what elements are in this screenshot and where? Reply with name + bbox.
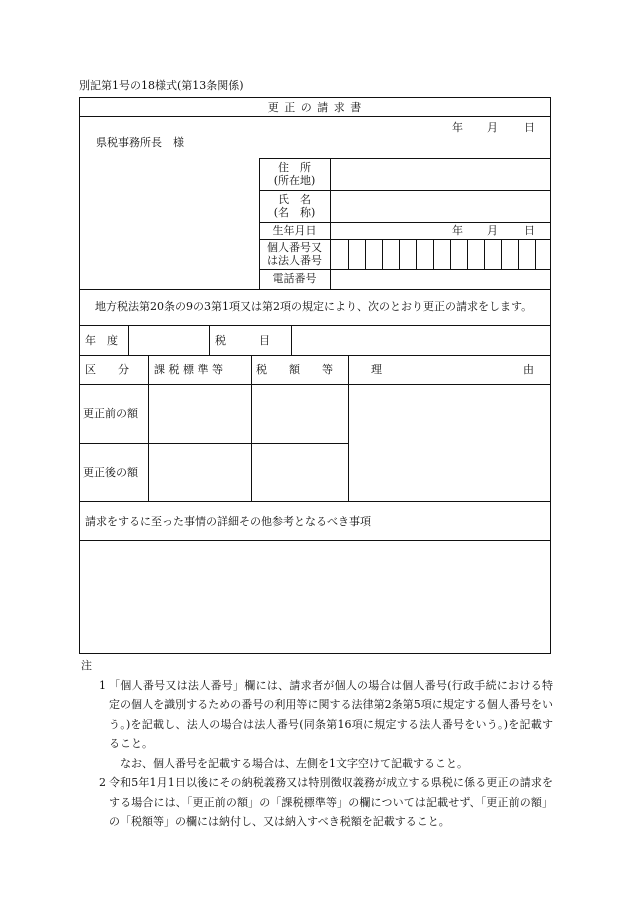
divider [79, 289, 551, 290]
tax-amount-before-field[interactable] [252, 385, 348, 443]
request-statement: 地方税法第20条の9の3第1項又は第2項の規定により、次のとおり更正の請求をします。 [95, 300, 533, 313]
birth-month-label: 月 [487, 224, 498, 237]
note-item [79, 676, 553, 754]
birth-year-label: 年 [452, 224, 463, 237]
note-item [79, 773, 553, 832]
name-field[interactable] [331, 191, 550, 222]
date-year-label: 年 [452, 121, 463, 134]
birth-day-label: 日 [524, 224, 535, 237]
phone-field[interactable] [331, 270, 550, 289]
divider [79, 116, 551, 117]
phone-label: 電話番号 [272, 272, 317, 285]
form-title: 更 正 の 請 求 書 [267, 101, 363, 114]
tax-base-before-field[interactable] [149, 385, 251, 443]
category-header: 区 分 [85, 363, 129, 376]
divider [209, 325, 210, 355]
year-field[interactable] [129, 326, 209, 355]
tax-amount-header: 税 額 等 [256, 363, 333, 376]
name-label-2: (名 称) [273, 206, 316, 219]
tax-item-field[interactable] [292, 326, 550, 355]
reason-header-left: 理 [371, 363, 382, 376]
address-label-2: (所在地) [273, 174, 316, 187]
id-number-field[interactable] [331, 240, 550, 269]
date-day-label: 日 [524, 121, 535, 134]
note-text: 「個人番号又は法人番号」欄には、請求者が個人の場合は個人番号(行政手続における特定の個人を識別するための番号の利用等に関する法律第2条第5項に規定する個人番号をいう。)を記載し、法人の場合は法人番号(同条第16項に規定する法人番号をいう。)を記載すること。 [109, 678, 553, 750]
details-label: 請求をするに至った事情の詳細その他参考となるべき事項 [85, 515, 371, 528]
reason-field[interactable] [349, 385, 550, 501]
reason-header-right: 由 [523, 363, 534, 376]
tax-amount-after-field[interactable] [252, 444, 348, 501]
tax-item-label: 税 目 [215, 334, 270, 347]
birth-label: 生年月日 [272, 224, 317, 237]
note-text: 令和5年1月1日以後にその納税義務又は特別徴収義務が成立する県税に係る更正の請求をする場合には、「更正前の額」の「課税標準等」の欄については記載せず、「更正前の額」の「税額等」の欄には納付し、又は納入すべき税額を記載すること。 [109, 776, 553, 828]
notes-section [79, 656, 553, 832]
tax-base-header: 課 税 標 準 等 [154, 363, 223, 376]
note-item [79, 754, 553, 774]
note-number: 2 [99, 776, 106, 789]
tax-base-after-field[interactable] [149, 444, 251, 501]
row-label-after: 更正後の額 [83, 466, 138, 479]
date-month-label: 月 [487, 121, 498, 134]
name-label-1: 氏 名 [278, 193, 311, 206]
address-label-1: 住 所 [278, 161, 311, 174]
note-text: なお、個人番号を記載する場合は、左側を1文字空けて記載すること。 [120, 756, 468, 770]
id-number-label-2: は法人番号 [267, 254, 322, 267]
addressee: 県税事務所長 様 [96, 136, 184, 149]
details-field[interactable] [80, 541, 550, 653]
year-label: 年 度 [85, 334, 118, 347]
notes-header: 注 [81, 659, 92, 672]
divider [79, 501, 551, 502]
address-field[interactable] [331, 159, 550, 190]
note-number: 1 [99, 678, 106, 692]
form-id: 別記第1号の18様式(第13条関係) [79, 79, 244, 92]
id-number-label-1: 個人番号又 [267, 241, 322, 254]
row-label-before: 更正前の額 [83, 407, 138, 420]
birth-date-field[interactable] [331, 223, 550, 239]
divider [79, 355, 551, 356]
